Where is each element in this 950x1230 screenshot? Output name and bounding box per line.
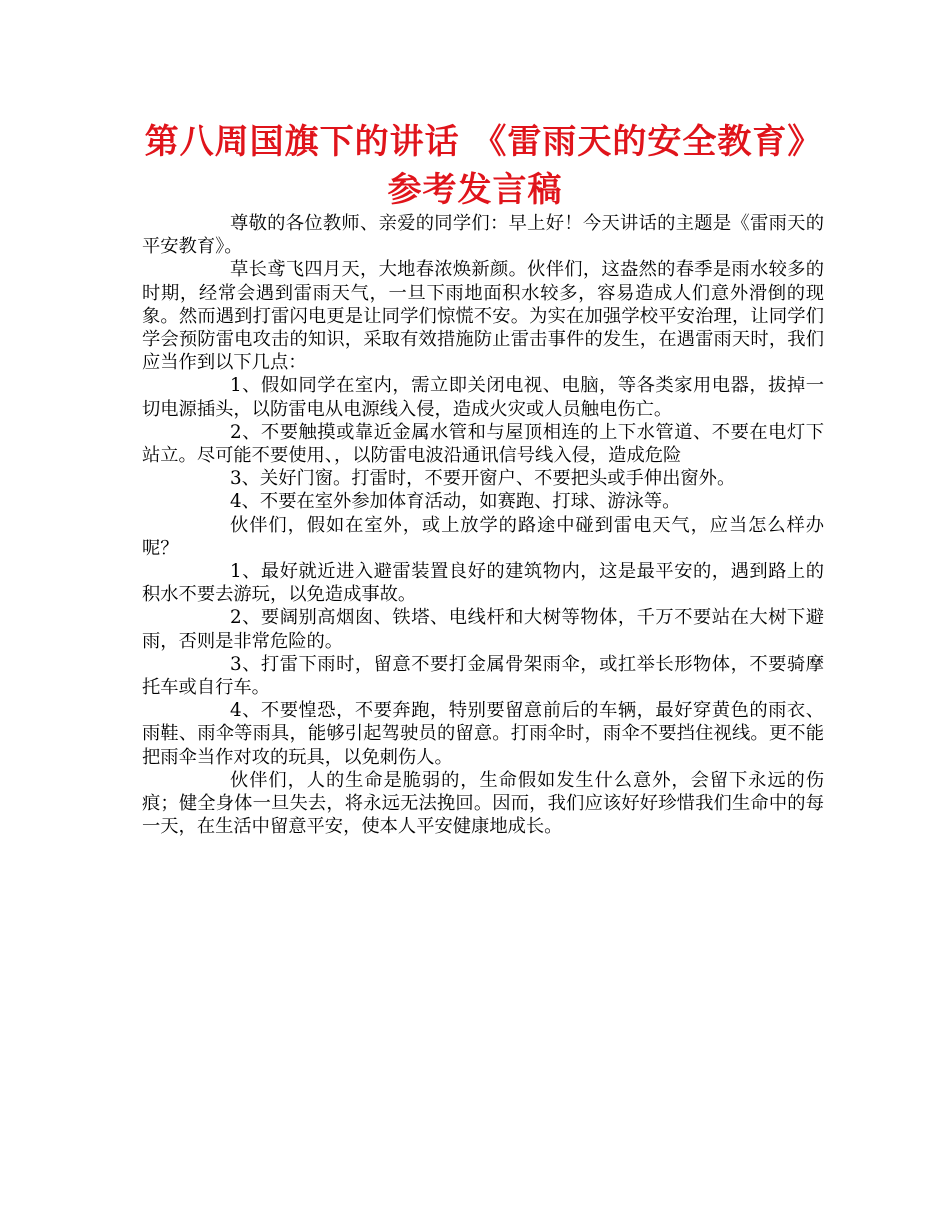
- paragraph-indoor-3: 3、关好门窗。打雷时，不要开窗户、不要把头或手伸出窗外。: [230, 468, 736, 490]
- paragraph-outdoor-question: 伙伴们，假如在室外，或上放学的路途中碰到雷电天气，应当怎么样办呢？: [142, 514, 824, 559]
- paragraph-indoor-4: 4、不要在室外参加体育活动，如赛跑、打球、游泳等。: [230, 491, 681, 513]
- paragraph-conclusion: 伙伴们，人的生命是脆弱的，生命假如发生什么意外，会留下永远的伤痕；健全身体一旦失去，将永远无法挽回。因而，我们应该好好珍惜我们生命中的每一天，在生活中留意平安，使本人平安健康地成长。: [142, 769, 824, 838]
- paragraph-intro: 草长鸢飞四月天，大地春浓焕新颜。伙伴们，这盎然的春季是雨水较多的时期，经常会遇到雷雨天气，一旦下雨地面积水较多，容易造成人们意外滑倒的现象。然而遇到打雷闪电更是让同学们惊慌不安。为实在加强学校平安治理，让同学们学会预防雷电攻击的知识，采取有效措施防止雷击事件的发生，在遇雷雨天时，我们应当作到以下几点：: [142, 259, 824, 374]
- document-body: [142, 212, 824, 838]
- paragraph-greeting: 尊敬的各位教师、亲爱的同学们：早上好！今天讲话的主题是《雷雨天的平安教育》。: [142, 213, 824, 258]
- paragraph-indoor-2: 2、不要触摸或靠近金属水管和与屋顶相连的上下水管道、不要在电灯下站立。尽可能不要使用、，以防雷电波沿通讯信号线入侵，造成危险: [142, 421, 824, 467]
- document-title: 第八周国旗下的讲话 《雷雨天的安全教育》参考发言稿: [144, 122, 806, 210]
- paragraph-outdoor-4: 4、不要惶恐，不要奔跑，特别要留意前后的车辆，最好穿黄色的雨衣、雨鞋、雨伞等雨具，能够引起驾驶员的留意。打雨伞时，雨伞不要挡住视线。更不能把雨伞当作对攻的玩具，以免刺伤人。: [142, 700, 824, 768]
- paragraph-outdoor-2: 2、要阔别高烟囱、铁塔、电线杆和大树等物体，千万不要站在大树下避雨，否则是非常危险的。: [142, 607, 824, 652]
- paragraph-outdoor-3: 3、打雷下雨时，留意不要打金属骨架雨伞，或扛举长形物体，不要骑摩托车或自行车。: [142, 653, 824, 699]
- paragraph-outdoor-1: 1、最好就近进入避雷装置良好的建筑物内，这是最平安的，遇到路上的积水不要去游玩，以免造成事故。: [142, 561, 824, 606]
- paragraph-indoor-1: 1、假如同学在室内，需立即关闭电视、电脑，等各类家用电器，拔掉一切电源插头，以防雷电从电源线入侵，造成火灾或人员触电伤亡。: [142, 375, 824, 420]
